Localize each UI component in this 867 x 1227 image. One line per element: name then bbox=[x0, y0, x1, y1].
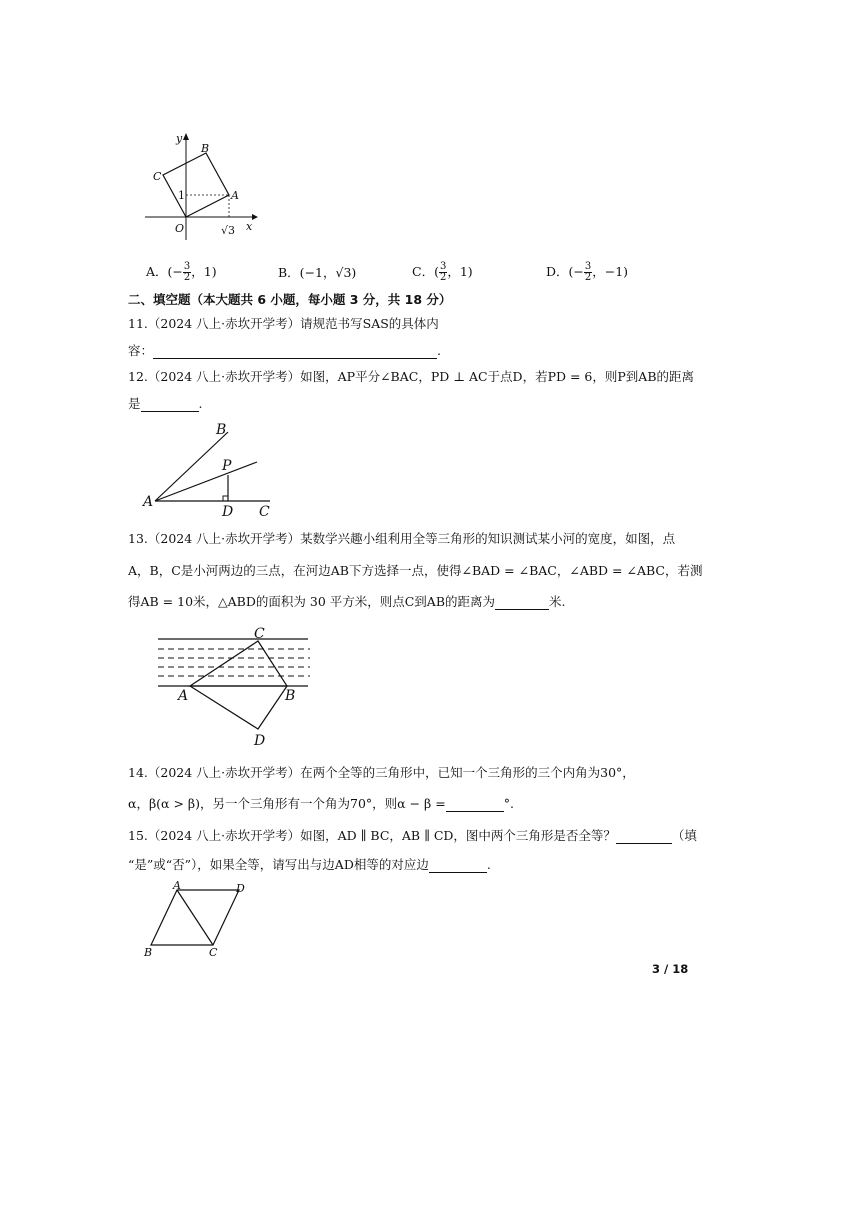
point-d-label: D bbox=[222, 504, 234, 520]
fraction: $\frac{3}{2}$ bbox=[439, 261, 447, 283]
point-a-label: A bbox=[143, 494, 154, 510]
y-axis-arrow-icon bbox=[183, 133, 189, 140]
coordinate-figure bbox=[140, 130, 270, 245]
x-axis-label: x bbox=[246, 220, 253, 233]
page-number: 3 / 18 bbox=[652, 962, 689, 976]
point-p-label: P bbox=[222, 458, 232, 474]
point-b-label: B bbox=[201, 142, 210, 155]
answer-blank[interactable] bbox=[429, 858, 487, 873]
option-b: B．(−1，√3) bbox=[278, 265, 357, 280]
point-c-label: C bbox=[254, 626, 265, 642]
x-axis-arrow-icon bbox=[252, 214, 258, 220]
q11-line2: 容： . bbox=[128, 343, 441, 358]
q15-line1: 15.（2024 八上·赤坎开学考）如图，AD ∥ BC，AB ∥ CD，图中两个三角形是否全等？ （填 bbox=[128, 828, 697, 843]
right-angle-mark bbox=[223, 496, 228, 501]
point-d-label: D bbox=[254, 733, 266, 749]
option-a: A．(− $\frac{3}{2}$ ，1) bbox=[146, 261, 217, 283]
diagonal-ac bbox=[177, 890, 213, 945]
ray-ab bbox=[155, 432, 228, 501]
point-c-label: C bbox=[209, 946, 218, 959]
tick-root3-label: √3 bbox=[221, 224, 236, 237]
fraction: $\frac{3}{2}$ bbox=[584, 261, 592, 283]
answer-blank[interactable] bbox=[616, 829, 672, 844]
option-d: D．(− $\frac{3}{2}$ ，−1) bbox=[546, 261, 629, 283]
angle-bisector-figure bbox=[140, 420, 280, 520]
point-a-label: A bbox=[173, 879, 181, 892]
answer-blank[interactable] bbox=[153, 344, 437, 359]
q12-line2: 是 . bbox=[128, 396, 203, 411]
parallelogram-figure bbox=[140, 880, 260, 962]
point-a-label: A bbox=[231, 189, 239, 202]
point-b-label: B bbox=[216, 422, 227, 438]
q13-line3: 得AB = 10米，△ABD的面积为 30 平方米，则点C到AB的距离为 米. bbox=[128, 594, 566, 609]
answer-blank[interactable] bbox=[495, 595, 549, 610]
y-axis-label: y bbox=[176, 132, 183, 145]
tick-one-label: 1 bbox=[178, 189, 185, 202]
q14-line2: α，β(α > β)，另一个三角形有一个角为70°，则α − β = °. bbox=[128, 796, 514, 811]
point-d-label: D bbox=[236, 882, 245, 895]
q11-line1: 11.（2024 八上·赤坎开学考）请规范书写SAS的具体内 bbox=[128, 316, 439, 331]
answer-blank[interactable] bbox=[141, 397, 199, 412]
point-b-label: B bbox=[285, 688, 296, 704]
point-c-label: C bbox=[259, 504, 270, 520]
origin-label: O bbox=[175, 222, 185, 235]
river-figure bbox=[150, 622, 320, 750]
triangle-abd bbox=[190, 686, 287, 729]
q15-line2: “是”或“否”），如果全等，请写出与边AD相等的对应边 . bbox=[128, 857, 491, 872]
q13-line2: A，B，C是小河两边的三点，在河边AB下方选择一点，使得∠BAD = ∠BAC，∠ABD = ∠ABC，若测 bbox=[128, 563, 703, 578]
option-c: C．( $\frac{3}{2}$ ，1) bbox=[412, 261, 473, 283]
section-title: 二、填空题（本大题共 6 小题，每小题 3 分，共 18 分） bbox=[128, 292, 452, 307]
bisector-ap bbox=[155, 462, 257, 501]
answer-blank[interactable] bbox=[446, 797, 504, 812]
q13-line1: 13.（2024 八上·赤坎开学考）某数学兴趣小组利用全等三角形的知识测试某小河的宽度，如图，点 bbox=[128, 531, 676, 546]
point-a-label: A bbox=[178, 688, 189, 704]
point-c-label: C bbox=[153, 170, 162, 183]
point-b-label: B bbox=[144, 946, 153, 959]
q12-line1: 12.（2024 八上·赤坎开学考）如图，AP平分∠BAC，PD ⊥ AC于点D，若PD = 6，则P到AB的距离 bbox=[128, 369, 695, 384]
square-oabc bbox=[163, 153, 229, 217]
fraction: $\frac{3}{2}$ bbox=[183, 261, 191, 283]
q14-line1: 14.（2024 八上·赤坎开学考）在两个全等的三角形中，已知一个三角形的三个内角为30°， bbox=[128, 765, 635, 780]
triangle-abc bbox=[190, 641, 287, 686]
